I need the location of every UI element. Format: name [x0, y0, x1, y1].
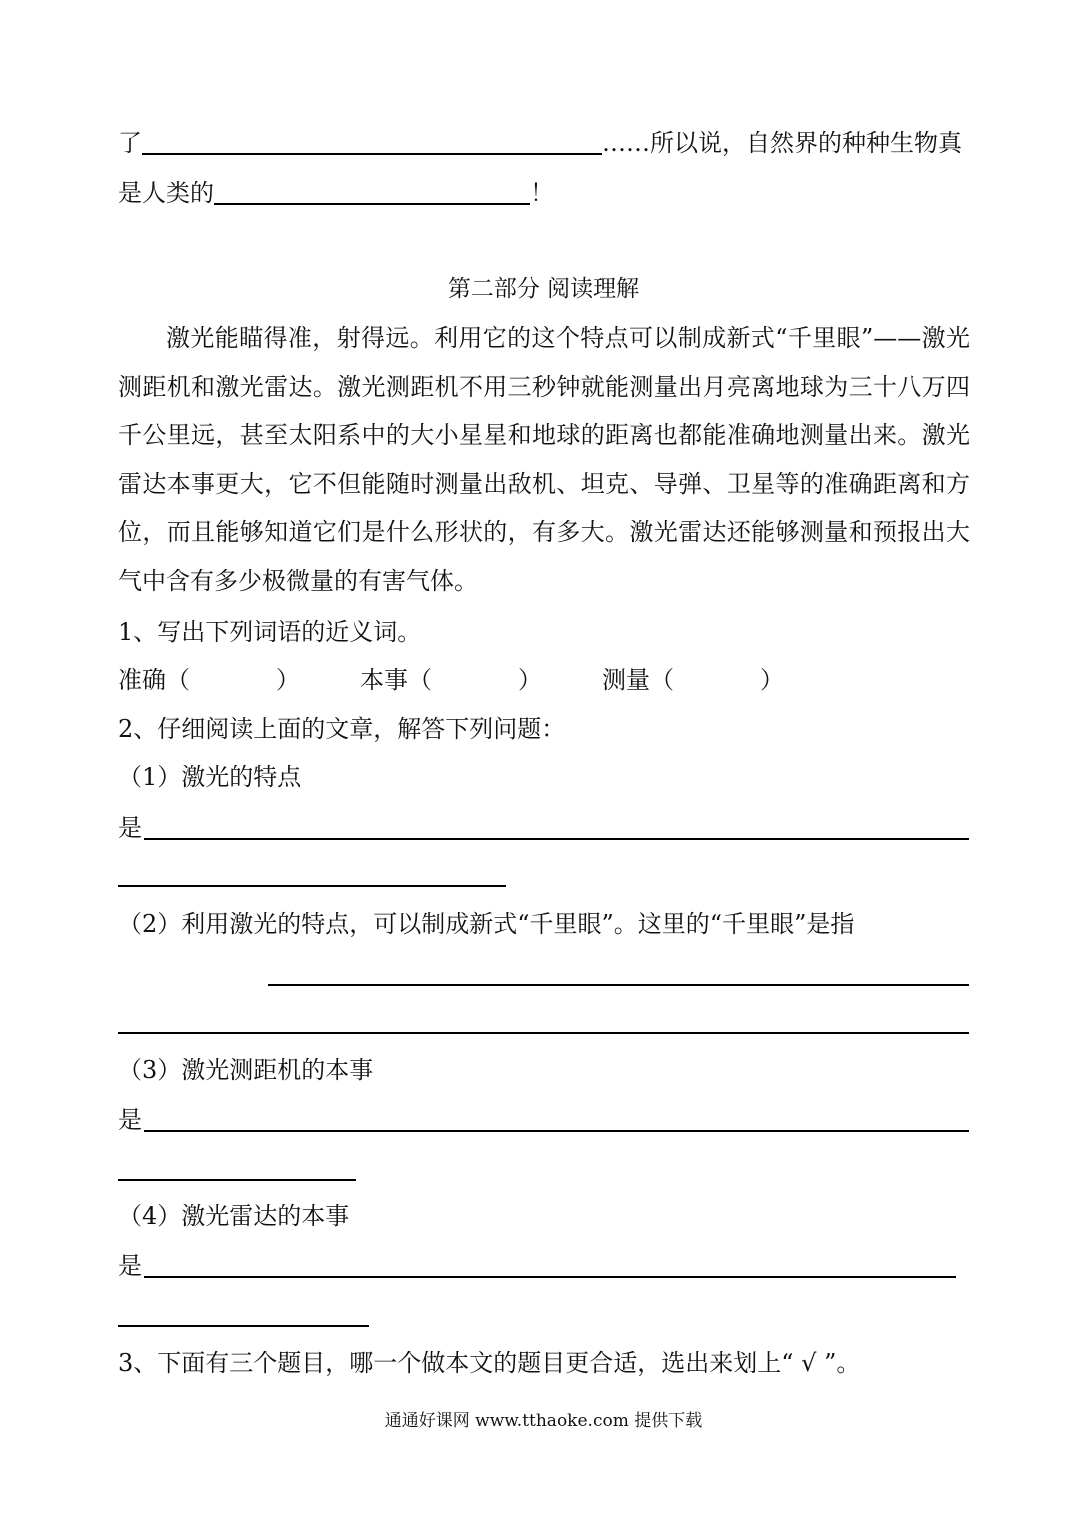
word-accurate: 准确（	[118, 666, 190, 694]
reading-passage: 激光能瞄得准，射得远。利用它的这个特点可以制成新式“千里眼”——激光测距机和激光雷达。激光测距机不用三秒钟就能测量出月亮离地球为三十八万四千公里远，甚至太阳系中的大小星星和地球的距离也都能准确地测量出来。激光雷达本事更大，它不但能随时测量出敌机、坦克、导弹、卫星等的准确距离和方位，而且能够知道它们是什么形状的，有多大。激光雷达还能够测量和预报出大气中含有多少极微量的有害气体。	[118, 324, 970, 595]
answer-start-4: 是	[118, 1252, 142, 1280]
question-2-sub3: （3）激光测距机的本事	[118, 1056, 374, 1084]
answer-line[interactable]	[118, 1032, 969, 1034]
line2-start-text: 是人类的	[118, 179, 214, 207]
answer-blank[interactable]	[214, 181, 530, 205]
line1-end-text: ……所以说，自然界的种种生物真	[602, 129, 962, 157]
answer-line[interactable]	[144, 838, 969, 840]
answer-line[interactable]	[268, 984, 969, 986]
answer-line[interactable]	[144, 1130, 969, 1132]
section-title: 第二部分 阅读理解	[447, 276, 640, 302]
close-paren: ）	[760, 666, 784, 694]
continuation-line-1	[118, 127, 962, 159]
line2-end-text: ！	[530, 179, 554, 207]
question-2-sub4: （4）激光雷达的本事	[118, 1202, 350, 1230]
line1-start-text: 了	[118, 129, 142, 157]
question-1-words	[118, 664, 784, 696]
answer-line[interactable]	[144, 1276, 956, 1278]
question-2-prompt: 2、仔细阅读上面的文章，解答下列问题：	[118, 715, 566, 743]
continuation-line-2	[118, 177, 554, 209]
page-footer: 通通好课网 www.tthaoke.com 提供下载	[384, 1411, 703, 1431]
answer-line[interactable]	[118, 885, 506, 887]
question-3-prompt: 3、下面有三个题目，哪一个做本文的题目更合适，选出来划上“ √ ”。	[118, 1349, 861, 1377]
question-2-sub1: （1）激光的特点	[118, 763, 302, 791]
answer-line[interactable]	[118, 1325, 369, 1327]
answer-blank[interactable]	[142, 131, 602, 155]
question-1-prompt: 1、写出下列词语的近义词。	[118, 618, 422, 646]
answer-line[interactable]	[118, 1179, 356, 1181]
answer-start-3: 是	[118, 1106, 142, 1134]
question-2-sub2: （2）利用激光的特点，可以制成新式“千里眼”。这里的“千里眼”是指	[118, 910, 855, 938]
close-paren: ）	[518, 666, 542, 694]
close-paren: ）	[276, 666, 300, 694]
word-measure: 测量（	[602, 666, 674, 694]
word-ability: 本事（	[360, 666, 432, 694]
answer-start-1: 是	[118, 814, 142, 842]
